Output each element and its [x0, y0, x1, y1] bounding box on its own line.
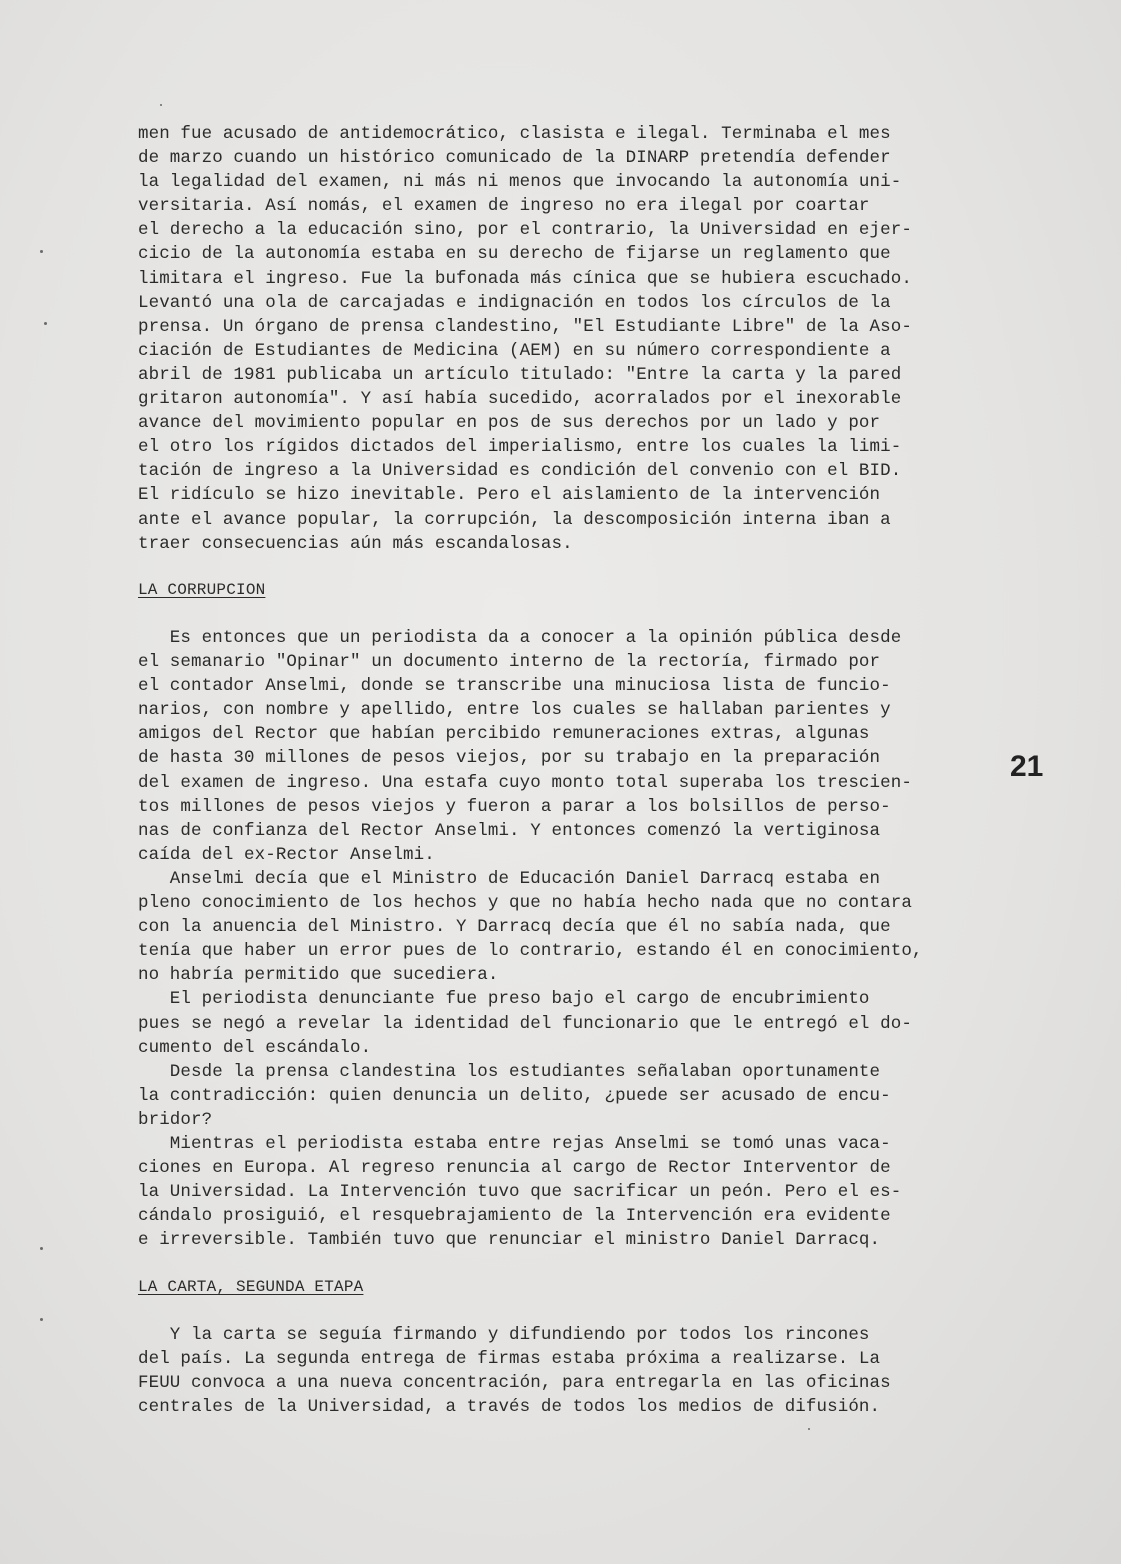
text-line: ante el avance popular, la corrupción, la descomposición interna iban a	[138, 509, 891, 530]
text-line: Mientras el periodista estaba entre rejas Anselmi se tomó unas vaca-	[138, 1133, 891, 1154]
text-line: cándalo prosiguió, el resquebrajamiento de la Intervención era evidente	[138, 1206, 891, 1227]
paper-speck	[160, 104, 162, 106]
text-line: caída del ex-Rector Anselmi.	[138, 844, 435, 865]
text-line: FEUU convoca a una nueva concentración, para entregarla en las oficinas	[138, 1373, 891, 1394]
text-line: limitara el ingreso. Fue la bufonada más cínica que se hubiera escuchado.	[138, 268, 912, 289]
paper-speck	[808, 1428, 810, 1430]
text-line: versitaria. Así nomás, el examen de ingreso no era ilegal por coartar	[138, 196, 870, 217]
text-line: tos millones de pesos viejos y fueron a parar a los bolsillos de perso-	[138, 796, 891, 817]
text-line: Desde la prensa clandestina los estudiantes señalaban oportunamente	[138, 1061, 881, 1082]
text-line: pleno conocimiento de los hechos y que no había hecho nada que no contara	[138, 893, 912, 914]
text-line: centrales de la Universidad, a través de todos los medios de difusión.	[138, 1397, 881, 1418]
paragraph-block-corrupcion	[138, 626, 1038, 1252]
text-line: Levantó una ola de carcajadas e indignación en todos los círculos de la	[138, 292, 891, 313]
text-line: traer consecuencias aún más escandalosas.	[138, 533, 573, 554]
text-line: la contradicción: quien denuncia un delito, ¿puede ser acusado de encu-	[138, 1085, 891, 1106]
text-line: tación de ingreso a la Universidad es condición del convenio con el BID.	[138, 461, 902, 482]
text-line: cicio de la autonomía estaba en su derecho de fijarse un reglamento que	[138, 244, 891, 265]
text-line: prensa. Un órgano de prensa clandestino, "El Estudiante Libre" de la Aso-	[138, 316, 912, 337]
text-line: tenía que haber un error pues de lo contrario, estando él en conocimiento,	[138, 941, 923, 962]
paragraph-block-intro	[138, 122, 1038, 556]
text-line: el otro los rígidos dictados del imperialismo, entre los cuales la limi-	[138, 437, 902, 458]
text-line: con la anuencia del Ministro. Y Darracq decía que él no sabía nada, que	[138, 917, 891, 938]
paper-speck	[40, 250, 43, 253]
text-line: Anselmi decía que el Ministro de Educación Daniel Darracq estaba en	[138, 868, 881, 889]
page-number: 21	[1010, 750, 1044, 783]
text-line: de marzo cuando un histórico comunicado de la DINARP pretendía defender	[138, 148, 891, 169]
text-line: el semanario "Opinar" un documento interno de la rectoría, firmado por	[138, 652, 881, 673]
text-line: amigos del Rector que habían percibido remuneraciones extras, algunas	[138, 724, 870, 745]
text-line: la Universidad. La Intervención tuvo que sacrificar un peón. Pero el es-	[138, 1182, 902, 1203]
text-line: nas de confianza del Rector Anselmi. Y entonces comenzó la vertiginosa	[138, 820, 881, 841]
text-line: la legalidad del examen, ni más ni menos que invocando la autonomía uni-	[138, 172, 902, 193]
paper-speck	[44, 322, 47, 325]
text-line: pues se negó a revelar la identidad del funcionario que le entregó el do-	[138, 1013, 912, 1034]
text-line: Es entonces que un periodista da a conocer a la opinión pública desde	[138, 628, 902, 648]
text-line: de hasta 30 millones de pesos viejos, por su trabajo en la preparación	[138, 748, 881, 769]
text-line: del examen de ingreso. Una estafa cuyo monto total superaba los trescien-	[138, 772, 912, 793]
text-line: El periodista denunciante fue preso bajo el cargo de encubrimiento	[138, 989, 870, 1010]
section-heading-carta-segunda-etapa: LA CARTA, SEGUNDA ETAPA	[138, 1278, 364, 1296]
text-line: no habría permitido que sucediera.	[138, 965, 499, 986]
text-line: abril de 1981 publicaba un artículo titulado: "Entre la carta y la pared	[138, 364, 902, 385]
text-line: men fue acusado de antidemocrático, clasista e ilegal. Terminaba el mes	[138, 124, 891, 144]
text-line: e irreversible. También tuvo que renunciar el ministro Daniel Darracq.	[138, 1230, 881, 1251]
text-line: El ridículo se hizo inevitable. Pero el aislamiento de la intervención	[138, 485, 881, 506]
text-line: Y la carta se seguía firmando y difundiendo por todos los rincones	[138, 1325, 870, 1345]
text-line: cumento del escándalo.	[138, 1037, 372, 1058]
text-line: gritaron autonomía". Y así había sucedido, acorralados por el inexorable	[138, 389, 902, 410]
section-heading-corrupcion: LA CORRUPCION	[138, 581, 266, 599]
text-line: narios, con nombre y apellido, entre los cuales se hallaban parientes y	[138, 700, 891, 721]
text-line: ciación de Estudiantes de Medicina (AEM) en su número correspondiente a	[138, 340, 891, 361]
text-line: del país. La segunda entrega de firmas estaba próxima a realizarse. La	[138, 1349, 881, 1370]
paper-speck	[40, 1247, 43, 1250]
text-line: el contador Anselmi, donde se transcribe una minuciosa lista de funcio-	[138, 676, 891, 697]
text-line: avance del movimiento popular en pos de sus derechos por un lado y por	[138, 413, 881, 434]
paragraph-block-carta	[138, 1323, 1038, 1419]
text-line: ciones en Europa. Al regreso renuncia al cargo de Rector Interventor de	[138, 1158, 891, 1179]
text-line: el derecho a la educación sino, por el contrario, la Universidad en ejer-	[138, 220, 912, 241]
paper-speck	[40, 1318, 43, 1321]
text-line: bridor?	[138, 1109, 213, 1130]
